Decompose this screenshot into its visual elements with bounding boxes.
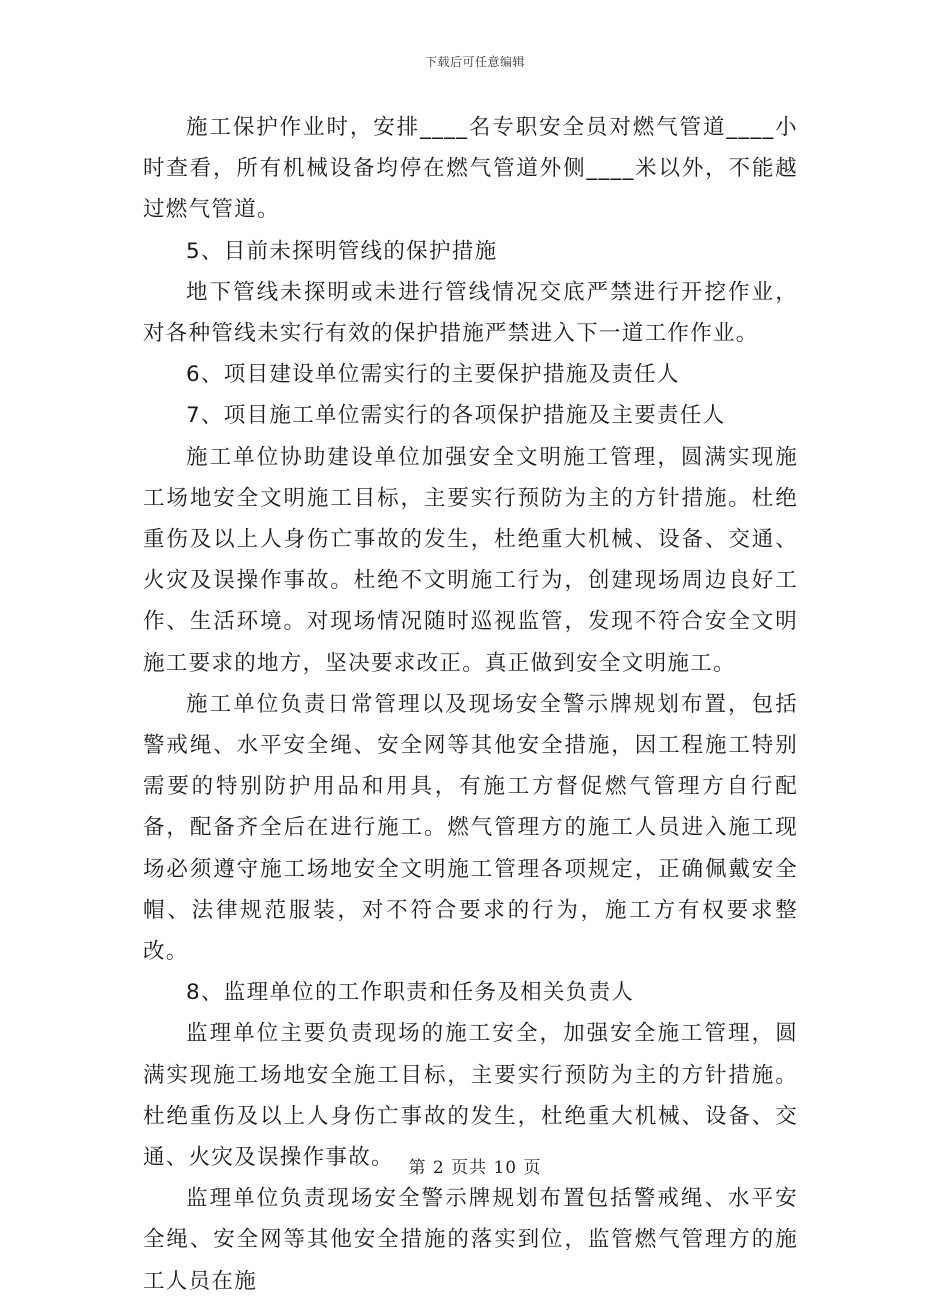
header-note: 下载后可任意编辑 bbox=[424, 55, 525, 69]
document-body bbox=[143, 107, 798, 1302]
section-heading-6: 6、项目建设单位需实行的主要保护措施及责任人 bbox=[186, 362, 680, 388]
page-number-footer: 第 2 页共 10 页 bbox=[408, 1158, 542, 1178]
paragraph-unexplored-pipelines: 地下管线未探明或未进行管线情况交底严禁进行开挖作业，对各种管线未实行有效的保护措施严禁进入下一道工作作业。 bbox=[143, 279, 798, 347]
section-heading-8: 8、监理单位的工作职责和任务及相关负责人 bbox=[186, 980, 635, 1006]
paragraph-construction-daily-management: 施工单位负责日常管理以及现场安全警示牌规划布置，包括警戒绳、水平安全绳、安全网等其他安全措施，因工程施工特别需要的特别防护用品和用具，有施工方督促燃气管理方自行配备，配备齐全后在进行施工。燃气管理方的施工人员进入施工现场必须遵守施工场地安全文明施工管理各项规定，正确佩戴安全帽、法律规范服装，对不符合要求的行为，施工方有权要求整改。 bbox=[143, 691, 798, 965]
section-heading-5: 5、目前未探明管线的保护措施 bbox=[186, 238, 498, 264]
paragraph-construction-safety-management: 施工单位协助建设单位加强安全文明施工管理，圆满实现施工场地安全文明施工目标，主要实行预防为主的方针措施。杜绝重伤及以上人身伤亡事故的发生，杜绝重大机械、设备、交通、火灾及误操作事故。杜绝不文明施工行为，创建现场周边良好工作、生活环境。对现场情况随时巡视监管，发现不符合安全文明施工要求的地方，坚决要求改正。真正做到安全文明施工。 bbox=[143, 444, 798, 676]
section-heading-7: 7、项目施工单位需实行的各项保护措施及主要责任人 bbox=[186, 403, 726, 429]
paragraph-supervision-signage: 监理单位负责现场安全警示牌规划布置包括警戒绳、水平安全绳、安全网等其他安全措施的落实到位，监管燃气管理方的施工人员在施 bbox=[143, 1186, 798, 1294]
paragraph-gas-pipe-inspection: 施工保护作业时，安排____名专职安全员对燃气管道____小时查看，所有机械设备均停在燃气管道外侧____米以外，不能越过燃气管道。 bbox=[143, 115, 798, 223]
paragraph-supervision-responsibility: 监理单位主要负责现场的施工安全，加强安全施工管理，圆满实现施工场地安全施工目标，主要实行预防为主的方针措施。杜绝重伤及以上人身伤亡事故的发生，杜绝重大机械、设备、交通、火灾及误操作事故。 bbox=[143, 1021, 798, 1171]
